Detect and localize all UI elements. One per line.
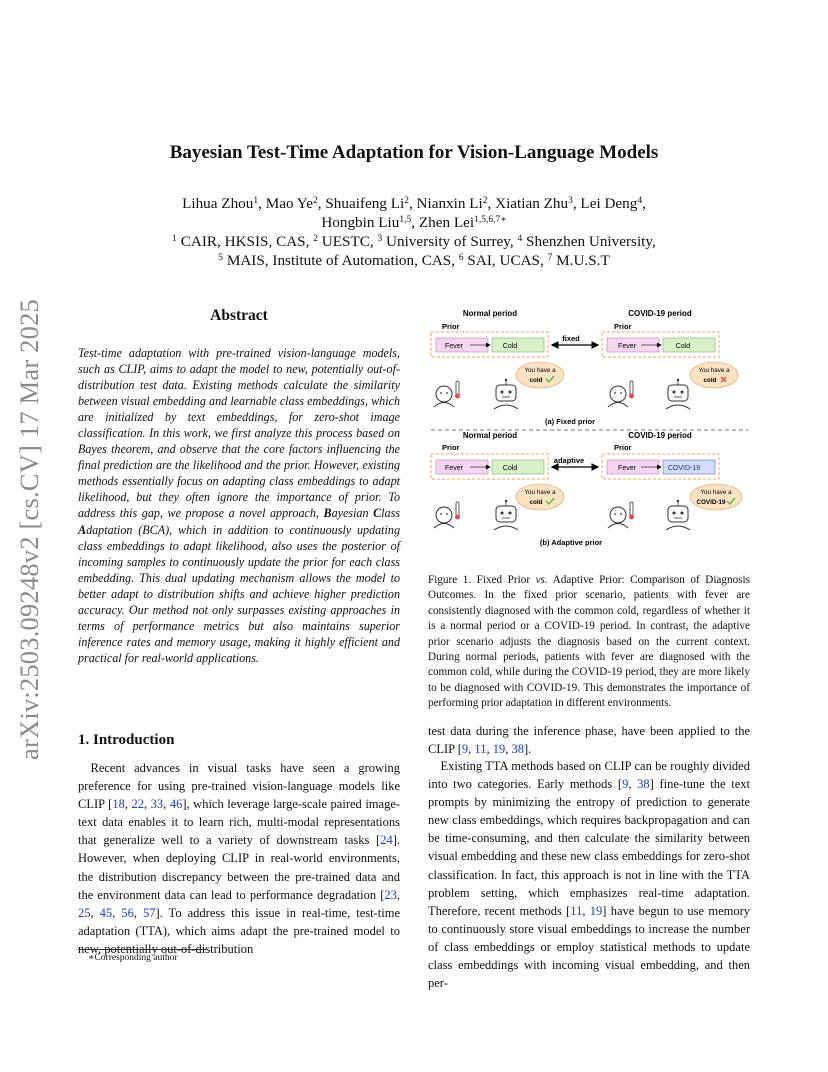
bubble-text: You have a: [698, 367, 730, 374]
author-list-line-1: Lihua Zhou$^1$, Mao Ye$^2$, Shuaifeng Li$^2$, Nianxin Li$^2$, Xiatian Zhu$^3$, Lei Deng$^4$,: [182, 195, 646, 212]
citation-link[interactable]: 56: [121, 905, 134, 920]
speech-bubble: [516, 362, 564, 388]
affiliation: University of Surrey: [386, 233, 510, 250]
affiliation: CAIR, HKSIS, CAS: [180, 233, 306, 250]
fever-label: Fever: [445, 465, 463, 472]
fever-label: Fever: [445, 343, 463, 350]
affiliation: UESTC: [321, 233, 370, 250]
affiliation-line-2: $^5$ MAIS, Institute of Automation, CAS, $^6$ SAI, UCAS, $^7$ M.U.S.T: [218, 252, 610, 269]
author-list-line-2: Hongbin Liu$^{1,5}$, Zhen Lei$^{1,5,6,7∗}$: [321, 214, 507, 231]
bubble-answer: COVID-19: [696, 499, 726, 506]
citation-link[interactable]: 25: [78, 905, 91, 920]
body-text: Existing TTA methods based on CLIP can be roughly divided into two categories. Early methods [: [428, 759, 750, 792]
body-text: ].: [523, 742, 532, 757]
bottom-left-header: Normal period: [462, 431, 518, 440]
abstract-heading: Abstract: [210, 307, 268, 324]
bottom-right-header: COVID-19 period: [628, 431, 692, 440]
citation-link[interactable]: 11: [474, 742, 487, 757]
footnote: ∗Corresponding author: [88, 953, 178, 963]
affil-sup: 7: [547, 253, 553, 263]
caption-text: Adaptive Prior: Comparison of Diagnosis Outcomes. In the fixed prior scenario, patients with fever are consistently diagnosed with the common cold, regardless of whether it is a normal period or a COVID-19 period. In contrast, the adaptive prior scenario adjusts the diagnosis based on the current context. During normal periods, patients with fever are diagnosed with the common cold, while during the COVID-19 period, they are more likely to be diagnosed with COVID-19. This demonstrates the importance of performing prior adaptation in different environments.: [428, 574, 750, 710]
citation-link[interactable]: 19: [589, 903, 603, 918]
citation-link[interactable]: 9: [461, 742, 469, 757]
patient-icon: [434, 502, 460, 528]
covid-label: COVID-19: [667, 465, 701, 472]
body-text: ] fine-tune the text prompts by minimizing the entropy of prediction to generate new class embeddings, which requires backpropagation and can be time-consuming, and then calculate the similarity between visual embedding and these new class embeddings for zero-shot classification. In fact, this approach is not in line with the TTA problem setting, which emphasizes real-time adaptation. Therefore, recent methods [: [428, 777, 751, 918]
author-name: Mao Ye: [265, 195, 313, 212]
author-sup: 2: [404, 196, 409, 206]
patient-icon: [608, 502, 634, 528]
author-name: Lei Deng: [580, 195, 638, 212]
citation-link[interactable]: 24: [380, 833, 393, 848]
intro-paragraph-right-continued: test data during the inference phase, have been applied to the CLIP [9, 11, 19, 38].: [428, 724, 750, 757]
citation-link[interactable]: 9: [622, 777, 629, 792]
bubble-text: You have a: [700, 489, 732, 496]
author-sup: 2: [312, 196, 318, 206]
author-sup: 4: [637, 196, 643, 206]
bubble-answer: cold: [529, 377, 543, 384]
citation-link[interactable]: 57: [142, 905, 156, 920]
patient-icon: [608, 381, 634, 407]
bubble-answer: cold: [703, 377, 717, 384]
affiliation-line-1: $^1$ CAIR, HKSIS, CAS, $^2$ UESTC, $^3$ University of Surrey, $^4$ Shenzhen University,: [172, 233, 656, 250]
footnote-rule: [78, 949, 206, 950]
body-text: ] have begun to use memory to continuously store visual embeddings to increase the number of class embeddings or employ statistical methods to update class embeddings with incoming visual embedding, and then per-: [428, 903, 750, 991]
top-right-header: COVID-19 period: [628, 309, 692, 318]
abstract-text: ayesian: [331, 506, 374, 521]
top-left-prior-label: Prior: [442, 322, 460, 331]
intro-paragraph-left: Recent advances in visual tasks have seen a growing preference for using pre-trained vision-language models like CLIP [18, 22, 33, 46], which leverage large-scale paired image-text data enables it to learn rich, multi-modal representations that generalize well to a variety of downstream tasks [24]. However, when deploying CLIP in real-world environments, the distribution discrepancy between the pre-trained data and the environment data can lead to performance degradation [23, 25, 45, 56, 57]. To address this issue in real-time, test-time adaptation (TTA), which aims adapt the pre-trained model to new, potentially out-of-distribution: [78, 761, 401, 956]
citation-link[interactable]: 23: [384, 887, 397, 902]
doctor-robot-icon: [666, 500, 690, 530]
affiliation: SAI, UCAS: [467, 252, 540, 269]
arxiv-side-stamp: arXiv:2503.09248v2 [cs.CV] 17 Mar 2025: [14, 299, 44, 760]
cold-label: Cold: [502, 465, 518, 472]
author-name: Nianxin Li: [416, 195, 483, 212]
citation-link[interactable]: 46: [169, 797, 183, 812]
figure-1: [428, 305, 750, 555]
bubble-text: You have a: [524, 367, 556, 374]
abstract-bold-letter: C: [373, 506, 382, 521]
top-left-header: Normal period: [462, 309, 518, 318]
top-right-prior-label: Prior: [614, 322, 632, 331]
bottom-right-prior-label: Prior: [614, 443, 632, 452]
body-text: Recent advances in visual tasks have seen a growing preference for using pre-trained vision-language models like CLIP [: [78, 761, 400, 812]
sub-caption-a: (a) Fixed prior: [544, 417, 596, 426]
author-sup: 3: [568, 196, 573, 206]
citation-link[interactable]: 19: [492, 742, 506, 757]
doctor-robot-icon: [494, 500, 518, 530]
section-heading: 1. Introduction: [78, 732, 175, 748]
citation-link[interactable]: 18: [112, 797, 125, 812]
author-name: Hongbin Liu: [321, 214, 400, 231]
paper-title: Bayesian Test-Time Adaptation for Vision-Language Models: [169, 142, 659, 163]
fixed-link-label: fixed: [562, 334, 580, 343]
doctor-robot-icon: [666, 379, 690, 409]
author-sup: 1,5: [399, 215, 412, 225]
affil-sup: 4: [517, 234, 523, 244]
bottom-left-prior-label: Prior: [442, 443, 460, 452]
patient-icon: [434, 381, 460, 407]
author-name: Xiatian Zhu: [495, 195, 569, 212]
affil-sup: 6: [458, 253, 464, 263]
author-sup: 1,5,6,7∗: [474, 215, 507, 225]
doctor-robot-icon: [494, 379, 518, 409]
affil-sup: 1: [172, 234, 177, 244]
citation-link[interactable]: 45: [99, 905, 113, 920]
citation-link[interactable]: 22: [131, 797, 144, 812]
affiliation: Shenzhen University: [526, 233, 653, 250]
citation-link[interactable]: 38: [637, 777, 650, 792]
citation-link[interactable]: 38: [511, 742, 524, 757]
speech-bubble: [516, 484, 564, 510]
affiliation: M.U.S.T: [556, 252, 610, 269]
abstract-text: Test-time adaptation with pre-trained vision-language models, such as CLIP, aims to adapt the model to new, potentially out-of-distribution test data. Existing methods calculate the similarity between visual embedding and learnable class embeddings, which are initialized by text embeddings, for zero-shot image classification. In this work, we first analyze this process based on Bayes theorem, and observe that the core factors influencing the final prediction are the likelihood and the prior. However, existing methods essentially focus on adapting class embeddings to adapt likelihood, but they often ignore the importance of prior. To address this gap, we propose a novel approach,: [78, 346, 400, 521]
citation-link[interactable]: 33: [150, 797, 164, 812]
caption-vs: vs.: [535, 574, 548, 586]
fever-label: Fever: [618, 465, 636, 472]
figure-diagram: [428, 305, 750, 555]
cold-label: Cold: [502, 343, 518, 350]
affil-sup: 5: [218, 253, 224, 263]
affiliation: MAIS, Institute of Automation, CAS: [226, 252, 452, 269]
author-block: [80, 194, 748, 270]
author-name: Zhen Lei: [418, 214, 475, 231]
citation-link[interactable]: 11: [570, 903, 583, 918]
speech-bubble: [690, 362, 738, 388]
affil-sup: 2: [313, 234, 318, 244]
sub-caption-b: (b) Adaptive prior: [539, 538, 603, 547]
author-sup: 1: [253, 196, 259, 206]
author-name: Lihua Zhou: [182, 195, 254, 212]
abstract-body: [78, 345, 400, 666]
abstract-text: lass: [381, 506, 400, 521]
bubble-answer: cold: [529, 499, 543, 506]
abstract-text: daptation (BCA), which in addition to continuously updating class embeddings to adapt likelihood, also uses the posterior of incoming samples to continuously update the prior for each class embedding. This dual updating mechanism allows the model to better adapt to distribution shifts and achieve higher prediction accuracy. Our method not only surpasses existing approaches in terms of performance metrics but also maintains superior inference rates and memory usage, making it highly efficient and practical for real-world applications.: [78, 522, 400, 665]
bubble-text: You have a: [524, 489, 556, 496]
affil-sup: 3: [377, 234, 383, 244]
body-text: test data during the inference phase, have been applied to the CLIP [: [428, 724, 750, 757]
abstract-bold-letter: B: [323, 506, 332, 521]
figure-caption: [428, 573, 750, 712]
abstract-bold-letter: A: [78, 522, 87, 537]
cold-label: Cold: [675, 343, 691, 350]
intro-paragraph-right: Existing TTA methods based on CLIP can be roughly divided into two categories. Early methods [9, 38] fine-tune the text prompts by minimizing the entropy of prediction to generate new class embeddings, which requires backpropagation and can be time-consuming, and then calculate the similarity between visual embedding and these new class embeddings for zero-shot classification. In fact, this approach is not in line with the TTA problem setting, which emphasizes real-time adaptation. Therefore, recent methods [11, 19] have begun to use memory to continuously store visual embeddings to increase the number of class embeddings or employ statistical methods to update class embeddings with incoming visual embedding, and then per-: [428, 759, 751, 991]
body-text: ]. However, when deploying CLIP in real-world environments, the distribution discrepancy between the pre-trained data and the environment data can lead to performance degradation [: [78, 833, 400, 902]
body-text: ]. To address this issue in real-time, test-time adaptation (TTA), which aims adapt the pre-trained model to new, potentially out-of-distribution: [78, 905, 400, 956]
speech-bubble: [690, 484, 742, 510]
cold-box: [492, 338, 544, 352]
author-sup: 2: [482, 196, 488, 206]
body-text: ], which leverage large-scale paired image-text data enables it to learn rich, multi-modal representations that generalize well to a variety of downstream tasks [: [78, 797, 401, 848]
author-name: Shuaifeng Li: [325, 195, 405, 212]
cold-box: [492, 460, 544, 474]
adaptive-link-label: adaptive: [553, 456, 585, 465]
caption-label: Figure 1. Fixed Prior: [428, 574, 536, 586]
fever-label: Fever: [618, 343, 636, 350]
